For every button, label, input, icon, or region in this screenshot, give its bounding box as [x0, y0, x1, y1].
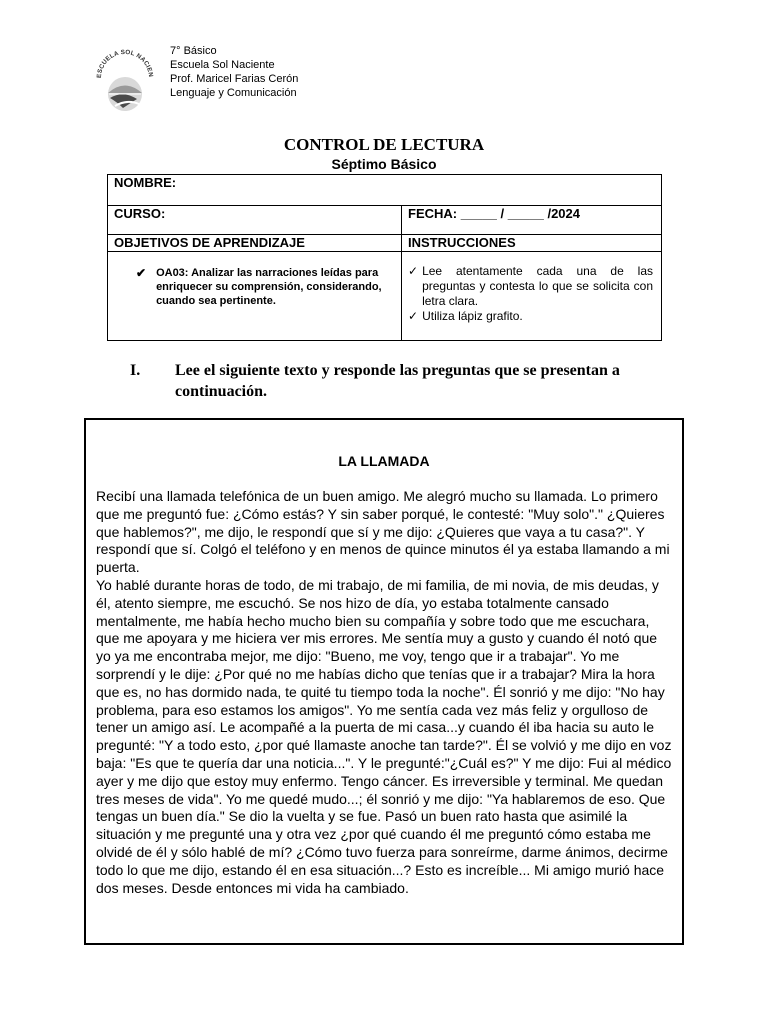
teacher-line: Prof. Maricel Farias Cerón: [170, 73, 299, 85]
check-icon: ✓: [408, 264, 419, 278]
doc-subtitle: Séptimo Básico: [331, 156, 437, 172]
school-logo: [93, 44, 157, 114]
fecha-field[interactable]: [402, 206, 662, 235]
section-text: Lee el siguiente texto y responde las preguntas que se presentan a continuación.: [175, 362, 620, 400]
school-line: Escuela Sol Naciente: [170, 59, 275, 71]
instruccion-item: Utiliza lápiz grafito.: [422, 309, 523, 323]
curso-field[interactable]: [108, 206, 402, 235]
story-body: [96, 488, 674, 897]
section-number: I.: [130, 362, 141, 379]
header-info: [170, 44, 298, 100]
nombre-label: NOMBRE:: [114, 175, 177, 190]
instrucciones-heading: INSTRUCCIONES: [402, 235, 662, 252]
instrucciones-cell: [402, 252, 662, 341]
story-paragraph: Recibí una llamada telefónica de un buen amigo. Me alegró mucho su llamada. Lo primero que me preguntó fue: ¿Cómo estás? Y sin saber porqué, le contesté: "Muy solo"." ¿Quieres que hablemos?", me dijo, le respondí que sí y me dijo: ¿Quieres que vaya a tu casa?". Y respondí que sí. Colgó el teléfono y en menos de quince minutos él ya estaba llamando a mi puerta.: [96, 488, 670, 576]
subject-line: Lenguaje y Comunicación: [170, 87, 297, 99]
story-paragraph: Yo hablé durante horas de todo, de mi trabajo, de mi familia, de mi novia, de mis deudas, y él, atento siempre, me escuchó. Se nos hizo de día, yo estaba totalmente cansado mentalmente, me había hecho mucho bien su compañía y sobre todo que me escuchara, que me apoyara y me hiciera ver mis errores. Me sentía muy a gusto y cuando él notó que yo ya me encontraba mejor, me dijo: "Bueno, me voy, tengo que ir a trabajar". Yo me sorprendí y le dije: ¿Por qué no me habías dicho que tenías que ir a trabajar? Mira la hora que es, no has dormido nada, te quité tu tiempo toda la noche". Él sonrió y me dijo: "No hay problema, para eso estamos los amigos". Yo me sentía cada vez más feliz y orgulloso de tener un amigo así. Le acompañé a la puerta de mi casa...y cuando él iba hacia su auto le pregunté: "Y a todo esto, ¿por qué llamaste anoche tan tarde?". Él se volvió y me dijo en voz baja: "Es que te quería dar una noticia...". Y le pregunté:"¿Cuál es?" Y me dijo: Fui al médico ayer y me dijo que estoy muy enfermo. Tengo cáncer. Es irreversible y terminal. Me quedan tres meses de vida". Yo me quedé mudo...; él sonrió y me dijo: "Ya hablaremos de eso. Que tengas un buen día." Se dio la vuelta y se fue. Pasó un buen rato hasta que asimilé la situación y me pregunté una y otra vez ¿por qué cuando él me preguntó cómo estaba me olvidé de él y sólo hablé de mí? ¿Cómo tuvo fuerza para sonreírme, darme ánimos, decirme todo lo que me dijo, estando él en esa situación...? Esto es increíble... Mi amigo murió hace dos meses. Desde entonces mi vida ha cambiado.: [96, 576, 672, 896]
check-icon: ✔: [136, 266, 147, 280]
objetivo-text: OA03: Analizar las narraciones leídas para enriquecer su comprensión, considerando, cuando sea pertinente.: [156, 267, 382, 307]
check-icon: ✓: [408, 309, 419, 323]
story-title: LA LLAMADA: [338, 453, 430, 469]
objetivos-heading: OBJETIVOS DE APRENDIZAJE: [108, 235, 402, 252]
logo-text: ESCUELA SOL NACIEN: [95, 48, 155, 79]
objetivos-cell: [108, 252, 402, 341]
doc-title: CONTROL DE LECTURA: [283, 135, 485, 154]
svg-text:ESCUELA SOL NACIENTE: [93, 44, 154, 78]
story-box: [84, 418, 684, 945]
section-heading: [130, 360, 670, 402]
nombre-field[interactable]: [108, 175, 662, 206]
instruccion-item: Lee atentamente cada una de las preguntas y contesta lo que se solicita con letra clara.: [422, 264, 653, 308]
grade-line: 7° Básico: [170, 45, 217, 57]
student-form: [107, 174, 662, 341]
fecha-label: FECHA: _____ / _____ /2024: [408, 206, 580, 221]
curso-label: CURSO:: [114, 206, 166, 221]
